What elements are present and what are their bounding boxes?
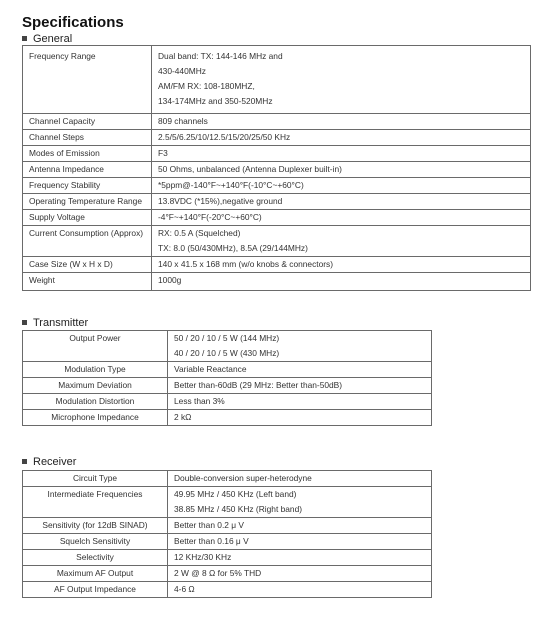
bullet-square-icon <box>22 459 27 464</box>
spec-row <box>23 582 432 598</box>
spec-label-text: Microphone Impedance <box>51 412 139 422</box>
spec-value-line: F3 <box>158 148 168 158</box>
spec-label-text: Circuit Type <box>72 473 118 483</box>
spec-value <box>152 194 531 210</box>
spec-label-text: Antenna Impedance <box>29 164 104 174</box>
spec-value <box>168 487 432 518</box>
spec-label <box>23 471 168 487</box>
spec-value <box>168 362 432 378</box>
spec-row <box>23 362 432 378</box>
spec-label-text: Maximum AF Output <box>56 568 134 578</box>
spec-label <box>23 226 152 257</box>
spec-value-line: Dual band: TX: 144-146 MHz and <box>158 51 283 61</box>
spec-row <box>23 550 432 566</box>
spec-value <box>152 114 531 130</box>
spec-value-line: 4-6 Ω <box>174 584 195 594</box>
spec-label-text: Modes of Emission <box>29 148 100 158</box>
spec-value-line: 49.95 MHz / 450 KHz (Left band) <box>174 489 297 499</box>
spec-value <box>152 273 531 291</box>
spec-label-text: Squelch Sensitivity <box>59 536 131 546</box>
spec-value <box>168 534 432 550</box>
spec-row <box>23 194 531 210</box>
spec-label-text: Channel Steps <box>29 132 84 142</box>
spec-value-line: *5ppm@-140°F~+140°F(-10°C~+60°C) <box>158 180 304 190</box>
spec-row <box>23 162 531 178</box>
spec-row <box>23 46 531 114</box>
spec-label <box>23 46 152 114</box>
bullet-square-icon <box>22 320 27 325</box>
spec-label <box>23 534 168 550</box>
spec-row <box>23 257 531 273</box>
spec-label <box>23 194 152 210</box>
spec-label-text: Output Power <box>69 333 121 343</box>
spec-label <box>23 487 168 518</box>
spec-label-text: Supply Voltage <box>29 212 85 222</box>
spec-value <box>168 378 432 394</box>
spec-value <box>152 226 531 257</box>
section-heading-receiver: Receiver <box>22 456 76 468</box>
spec-label <box>23 114 152 130</box>
spec-row <box>23 114 531 130</box>
spec-row <box>23 273 531 291</box>
spec-row <box>23 487 432 518</box>
spec-row <box>23 534 432 550</box>
spec-value-line: TX: 8.0 (50/430MHz), 8.5A (29/144MHz) <box>158 243 308 253</box>
spec-row <box>23 410 432 426</box>
spec-label <box>23 550 168 566</box>
spec-label <box>23 257 152 273</box>
spec-label-text: Modulation Type <box>64 364 126 374</box>
spec-value-line: 2 W @ 8 Ω for 5% THD <box>174 568 262 578</box>
spec-value-line: 2.5/5/6.25/10/12.5/15/20/25/50 KHz <box>158 132 291 142</box>
spec-label-text: Operating Temperature Range <box>29 196 142 206</box>
spec-value <box>168 471 432 487</box>
spec-row <box>23 471 432 487</box>
spec-label <box>23 273 152 291</box>
spec-value <box>152 46 531 114</box>
spec-value <box>168 518 432 534</box>
spec-label-text: Weight <box>29 275 55 285</box>
spec-value-line: 50 / 20 / 10 / 5 W (144 MHz) <box>174 333 280 343</box>
spec-label <box>23 582 168 598</box>
spec-label <box>23 362 168 378</box>
spec-value-line: 430-440MHz <box>158 66 206 76</box>
spec-value <box>168 331 432 362</box>
general-spec-table <box>22 45 531 291</box>
spec-label <box>23 210 152 226</box>
spec-row <box>23 331 432 362</box>
spec-value-line: AM/FM RX: 108-180MHZ, <box>158 81 255 91</box>
spec-value-line: 1000g <box>158 275 182 285</box>
page-title: Specifications <box>22 14 124 31</box>
spec-value-line: 38.85 MHz / 450 KHz (Right band) <box>174 504 303 514</box>
spec-label <box>23 394 168 410</box>
spec-value-line: 134-174MHz and 350-520MHz <box>158 96 273 106</box>
spec-value <box>168 550 432 566</box>
spec-row <box>23 130 531 146</box>
spec-value-line: Better than 0.2 μ V <box>174 520 245 530</box>
spec-value <box>152 257 531 273</box>
spec-label-text: AF Output Impedance <box>54 584 136 594</box>
spec-value <box>152 210 531 226</box>
spec-value-line: 12 KHz/30 KHz <box>174 552 232 562</box>
spec-label <box>23 378 168 394</box>
spec-value <box>168 394 432 410</box>
spec-value <box>168 582 432 598</box>
spec-row <box>23 226 531 257</box>
section-heading-transmitter: Transmitter <box>22 317 88 329</box>
spec-row <box>23 566 432 582</box>
spec-row <box>23 378 432 394</box>
spec-label <box>23 566 168 582</box>
spec-label-text: Case Size (W x H x D) <box>29 259 113 269</box>
spec-value <box>168 410 432 426</box>
spec-label <box>23 331 168 362</box>
spec-label <box>23 130 152 146</box>
spec-value-line: -4°F~+140°F(-20°C~+60°C) <box>158 212 262 222</box>
spec-value-line: Better than 0.16 μ V <box>174 536 249 546</box>
spec-row <box>23 146 531 162</box>
spec-value <box>152 162 531 178</box>
spec-label-text: Maximum Deviation <box>58 380 132 390</box>
receiver-spec-table <box>22 470 432 598</box>
spec-label-text: Sensitivity (for 12dB SINAD) <box>42 520 148 530</box>
spec-label <box>23 146 152 162</box>
spec-value-line: RX: 0.5 A (Squelched) <box>158 228 241 238</box>
spec-value-line: 809 channels <box>158 116 208 126</box>
spec-value-line: 13.8VDC (*15%),negative ground <box>158 196 283 206</box>
spec-value-line: 2 kΩ <box>174 412 192 422</box>
spec-row <box>23 394 432 410</box>
spec-row <box>23 518 432 534</box>
spec-label <box>23 178 152 194</box>
spec-label-text: Current Consumption (Approx) <box>29 228 144 238</box>
spec-label-text: Channel Capacity <box>29 116 96 126</box>
spec-value <box>168 566 432 582</box>
spec-value-line: 140 x 41.5 x 168 mm (w/o knobs & connectors) <box>158 259 334 269</box>
spec-value-line: 50 Ohms, unbalanced (Antenna Duplexer built-in) <box>158 164 342 174</box>
spec-row <box>23 178 531 194</box>
spec-label-text: Selectivity <box>76 552 114 562</box>
spec-value <box>152 178 531 194</box>
spec-value <box>152 130 531 146</box>
bullet-square-icon <box>22 36 27 41</box>
transmitter-spec-table <box>22 330 432 426</box>
spec-label <box>23 518 168 534</box>
spec-label-text: Modulation Distortion <box>55 396 135 406</box>
spec-label <box>23 162 152 178</box>
spec-value-line: Better than-60dB (29 MHz: Better than-50dB) <box>174 380 343 390</box>
spec-value-line: 40 / 20 / 10 / 5 W (430 MHz) <box>174 348 280 358</box>
spec-label-text: Frequency Stability <box>29 180 101 190</box>
spec-value-line: Variable Reactance <box>174 364 247 374</box>
spec-label-text: Intermediate Frequencies <box>47 489 143 499</box>
spec-row <box>23 210 531 226</box>
section-heading-general: General <box>22 33 72 45</box>
spec-label-text: Frequency Range <box>29 51 96 61</box>
spec-label <box>23 410 168 426</box>
spec-value-line: Less than 3% <box>174 396 225 406</box>
spec-value <box>152 146 531 162</box>
spec-value-line: Double-conversion super-heterodyne <box>174 473 312 483</box>
